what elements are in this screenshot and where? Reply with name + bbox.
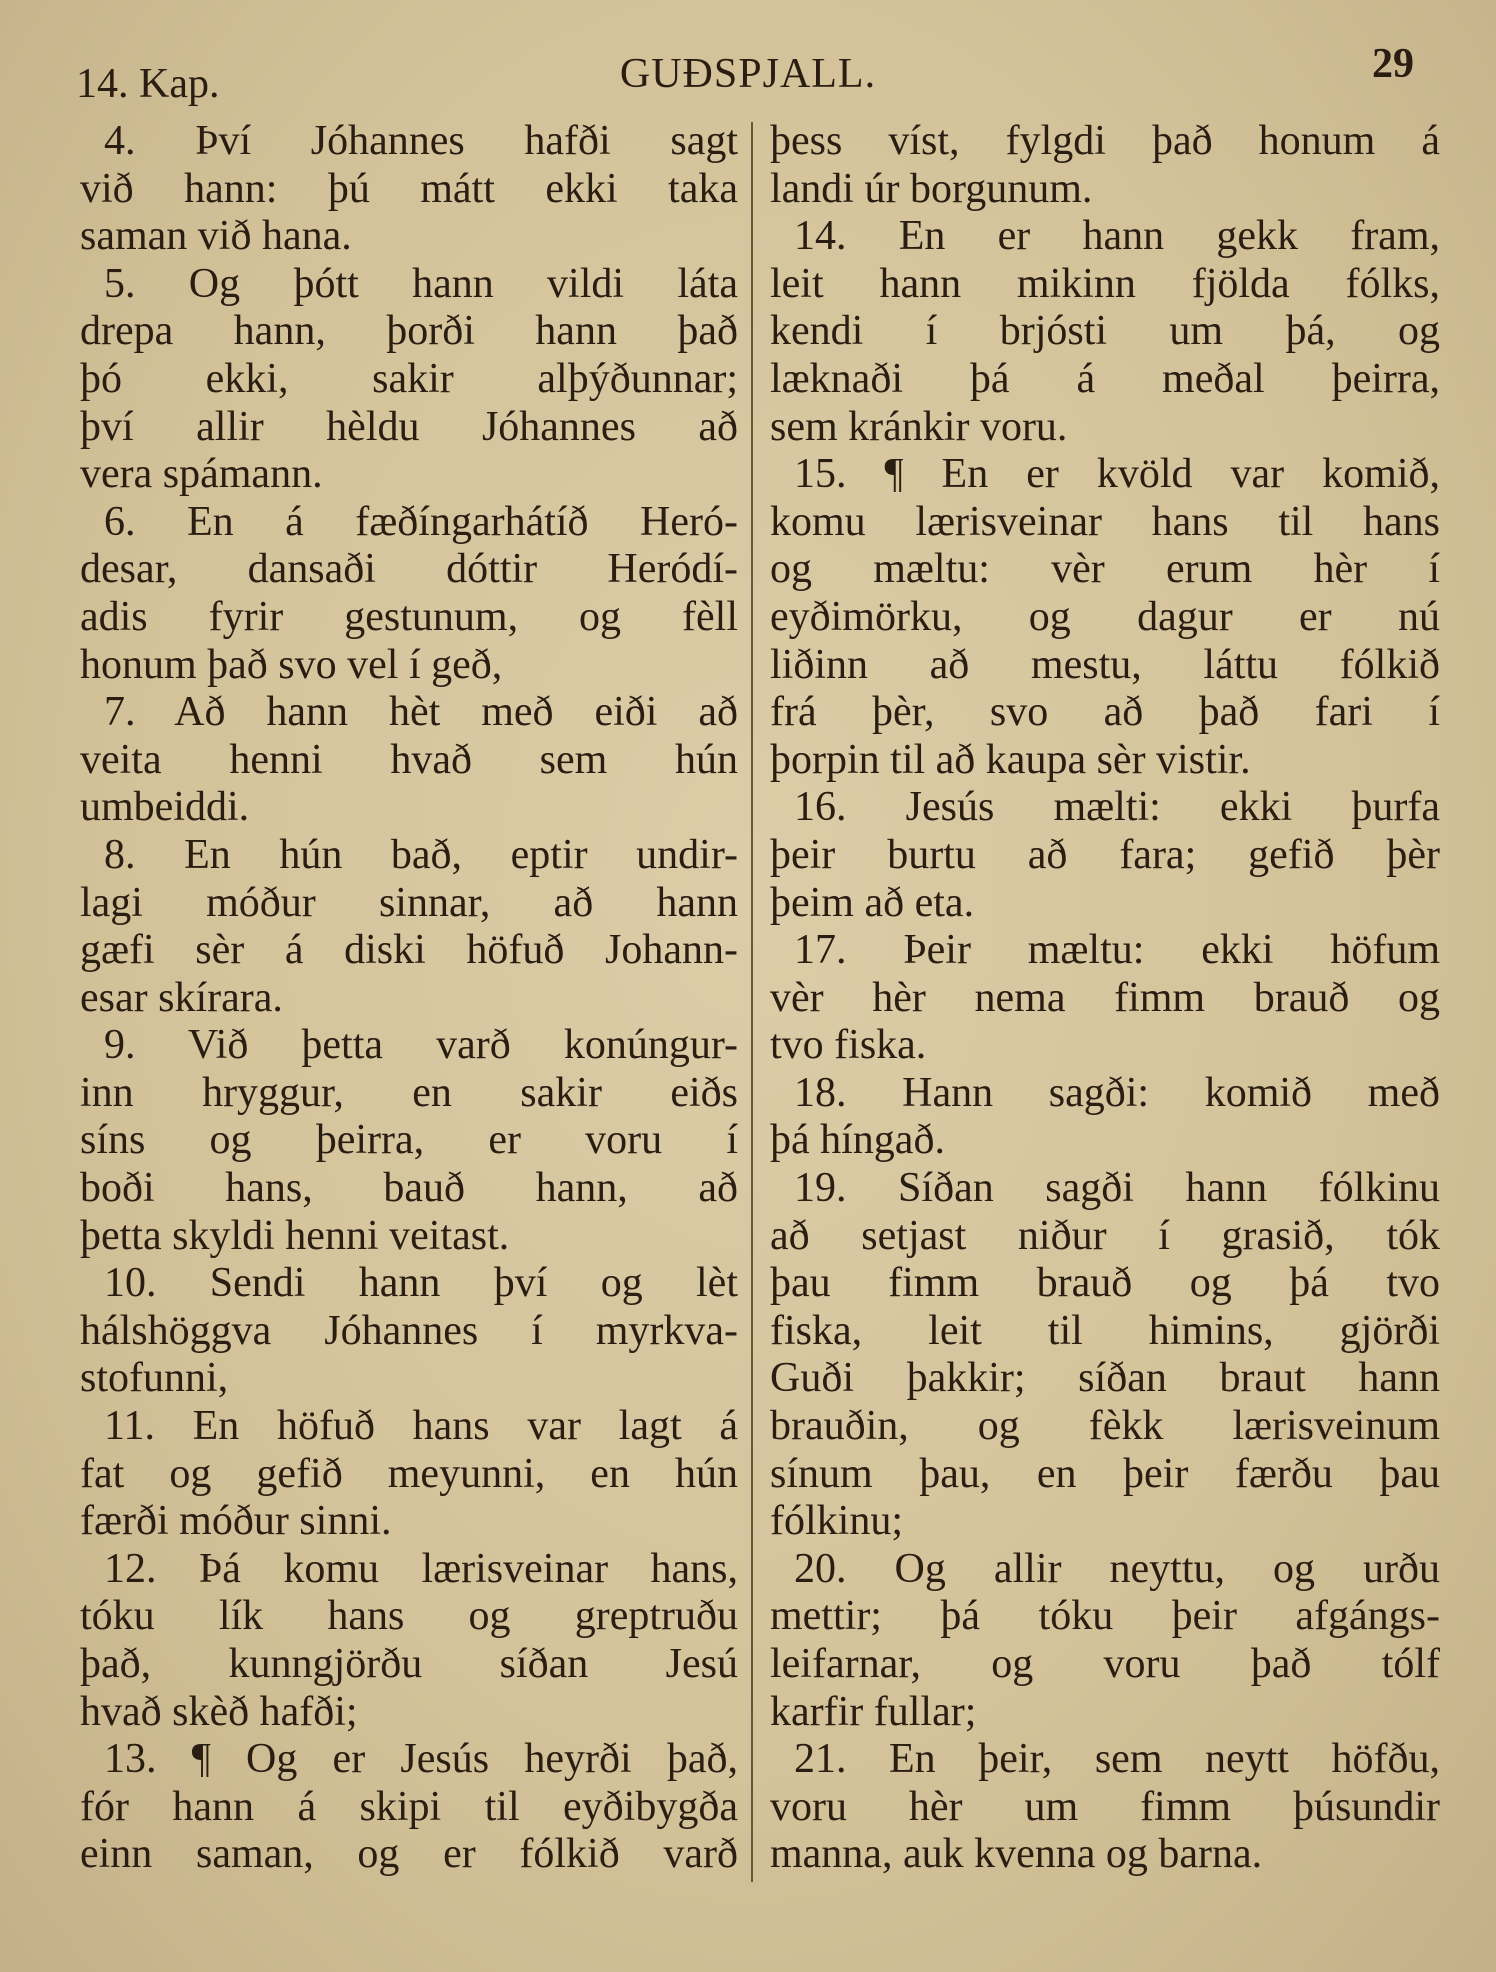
text-line: 13. ¶ Og er Jesús heyrði það,: [104, 1736, 738, 1783]
text-line: 11. En höfuð hans var lagt á: [104, 1403, 738, 1450]
text-line: 10. Sendi hann því og lèt: [104, 1260, 738, 1307]
text-line: fiska, leit til himins, gjörði: [770, 1307, 1440, 1354]
text-line: boði hans, bauð hann, að: [80, 1165, 738, 1212]
text-line: tóku lík hans og greptruðu: [80, 1593, 738, 1640]
chapter-heading: 14. Kap.: [76, 61, 220, 107]
text-line: 4. Því Jóhannes hafði sagt: [104, 118, 738, 164]
text-line: Guði þakkir; síðan braut hann: [770, 1355, 1440, 1402]
text-line: 14. En er hann gekk fram,: [794, 213, 1440, 260]
text-line: sínum þau, en þeir færðu þau: [770, 1450, 1440, 1497]
text-line: það, kunngjörðu síðan Jesú: [80, 1641, 738, 1687]
text-line: þorpin til að kaupa sèr vistir.: [770, 736, 1251, 783]
running-title: GUÐSPJALL.: [619, 51, 877, 97]
text-line: mettir; þá tóku þeir afgángs-: [770, 1593, 1440, 1640]
text-line: 15. ¶ En er kvöld var komið,: [794, 451, 1440, 498]
text-line: inn hryggur, en sakir eiðs: [80, 1069, 738, 1116]
text-line: 17. Þeir mæltu: ekki höfum: [794, 927, 1440, 974]
text-line: voru hèr um fimm þúsundir: [770, 1783, 1440, 1830]
text-line: liðinn að mestu, láttu fólkið: [770, 641, 1440, 688]
text-line: þá híngað.: [770, 1117, 945, 1164]
text-line: fór hann á skipi til eyðibygða: [80, 1783, 738, 1830]
text-line: við hann: þú mátt ekki taka: [80, 165, 738, 212]
text-line: komu lærisveinar hans til hans: [770, 498, 1440, 545]
text-line: síns og þeirra, er voru í: [80, 1117, 738, 1164]
text-line: leifarnar, og voru það tólf: [770, 1641, 1440, 1687]
text-line: vera spámann.: [80, 451, 323, 498]
text-line: vèr hèr nema fimm brauð og: [770, 974, 1440, 1021]
text-line: 6. En á fæðíngarhátíð Heró-: [104, 498, 738, 545]
text-line: þess víst, fylgdi það honum á: [770, 118, 1440, 164]
text-line: því allir hèldu Jóhannes að: [80, 403, 738, 450]
text-line: 9. Við þetta varð konúngur-: [104, 1022, 738, 1069]
left-column: [80, 118, 738, 1879]
column-rule: [751, 122, 753, 1882]
text-line: leit hann mikinn fjölda fólks,: [770, 260, 1440, 307]
text-line: þau fimm brauð og þá tvo: [770, 1260, 1440, 1307]
text-line: lagi móður sinnar, að hann: [80, 879, 738, 926]
text-line: þetta skyldi henni veitast.: [80, 1212, 510, 1259]
text-line: þó ekki, sakir alþýðunnar;: [80, 355, 738, 402]
text-line: gæfi sèr á diski höfuð Johann-: [80, 927, 738, 974]
text-line: desar, dansaði dóttir Heródí-: [80, 546, 738, 593]
text-line: fólkinu;: [770, 1498, 903, 1545]
text-line: adis fyrir gestunum, og fèll: [80, 593, 738, 640]
text-line: hálshöggva Jóhannes í myrkva-: [80, 1307, 738, 1354]
text-line: einn saman, og er fólkið varð: [80, 1831, 738, 1878]
text-line: karfir fullar;: [770, 1688, 977, 1735]
text-line: 5. Og þótt hann vildi láta: [104, 260, 738, 307]
text-line: landi úr borgunum.: [770, 165, 1093, 212]
page-number: 29: [1372, 41, 1414, 87]
text-line: hvað skèð hafði;: [80, 1688, 358, 1735]
text-line: 7. Að hann hèt með eiði að: [104, 689, 738, 736]
text-line: honum það svo vel í geð,: [80, 641, 503, 688]
text-line: veita henni hvað sem hún: [80, 736, 738, 783]
text-line: umbeiddi.: [80, 784, 250, 831]
text-line: sem kránkir voru.: [770, 403, 1068, 450]
right-column: [770, 118, 1440, 1879]
text-line: og mæltu: vèr erum hèr í: [770, 546, 1440, 593]
text-line: færði móður sinni.: [80, 1498, 392, 1545]
text-line: 18. Hann sagði: komið með: [794, 1069, 1440, 1116]
text-line: fat og gefið meyunni, en hún: [80, 1450, 738, 1497]
text-line: 19. Síðan sagði hann fólkinu: [794, 1165, 1440, 1212]
text-line: þeim að eta.: [770, 879, 975, 926]
text-line: frá þèr, svo að það fari í: [770, 689, 1440, 736]
text-line: saman við hana.: [80, 213, 352, 260]
text-line: kendi í brjósti um þá, og: [770, 308, 1440, 355]
text-line: drepa hann, þorði hann það: [80, 308, 738, 355]
text-line: manna, auk kvenna og barna.: [770, 1831, 1263, 1878]
text-line: brauðin, og fèkk lærisveinum: [770, 1403, 1440, 1450]
text-line: esar skírara.: [80, 974, 283, 1021]
text-line: að setjast niður í grasið, tók: [770, 1212, 1440, 1259]
text-line: eyðimörku, og dagur er nú: [770, 593, 1440, 640]
text-line: 21. En þeir, sem neytt höfðu,: [794, 1736, 1440, 1783]
text-line: 20. Og allir neyttu, og urðu: [794, 1545, 1440, 1592]
text-line: þeir burtu að fara; gefið þèr: [770, 831, 1440, 878]
text-line: 16. Jesús mælti: ekki þurfa: [794, 784, 1440, 831]
text-line: 12. Þá komu lærisveinar hans,: [104, 1545, 738, 1592]
text-line: læknaði þá á meðal þeirra,: [770, 355, 1440, 402]
text-line: stofunni,: [80, 1355, 229, 1402]
text-line: tvo fiska.: [770, 1022, 927, 1069]
text-line: 8. En hún bað, eptir undir-: [104, 831, 738, 878]
